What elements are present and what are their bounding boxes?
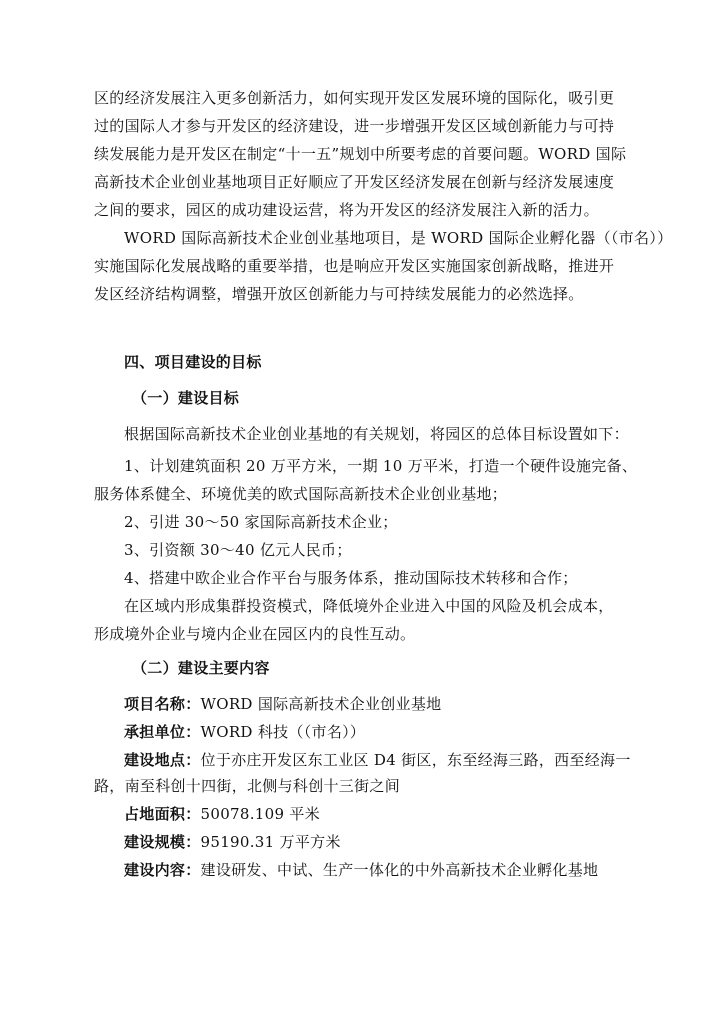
- location-label: 建设地点：: [124, 751, 201, 769]
- build-scale-row: [124, 832, 606, 852]
- undertaker-value: WORD 科技（（市名））: [200, 723, 366, 741]
- paragraph1-line-1: 区的经济发展注入更多创新活力，如何实现开发区发展环境的国际化，吸引更: [94, 89, 615, 107]
- project-name-label: 项目名称：: [124, 695, 201, 713]
- build-scale-value: 95190.31 万平方米: [200, 833, 341, 851]
- goal-item-1-line-1: 1、计划建筑面积 20 万平方米，一期 10 万平米，打造一个硬件设施完备、: [124, 457, 638, 475]
- goal-intro: 根据国际高新技术企业创业基地的有关规划，将园区的总体目标设置如下：: [124, 425, 629, 443]
- subsection1-heading: （一）建设目标: [132, 389, 240, 407]
- build-content-row: [124, 860, 606, 880]
- land-area-value: 50078.109 平米: [200, 805, 320, 823]
- paragraph1-line-4: 高新技术企业创业基地项目正好顺应了开发区经济发展在创新与经济发展速度: [94, 173, 615, 191]
- build-content-value: 建设研发、中试、生产一体化的中外高新技术企业孵化基地: [200, 861, 599, 879]
- goal-item-4: 4、搭建中欧企业合作平台与服务体系，推动国际技术转移和合作；: [124, 569, 578, 587]
- paragraph1-line-2: 过的国际人才参与开发区的经济建设，进一步增强开发区区域创新能力与可持: [94, 117, 615, 135]
- project-name-value: WORD 国际高新技术企业创业基地: [200, 695, 442, 713]
- goal-item-2: 2、引进 30～50 家国际高新技术企业；: [124, 513, 398, 531]
- goal-item-3: 3、引资额 30～40 亿元人民币；: [124, 541, 352, 559]
- paragraph1-line-3: 续发展能力是开发区在制定“十一五”规划中所要考虑的首要问题。WORD 国际: [94, 145, 627, 163]
- paragraph2-line-3: 发区经济结构调整，增强开放区创新能力与可持续发展能力的必然选择。: [94, 285, 584, 303]
- project-name-row: [124, 694, 606, 714]
- build-scale-label: 建设规模：: [124, 833, 201, 851]
- goal-closing-line-2: 形成境外企业与境内企业在园区内的良性互动。: [94, 625, 416, 643]
- build-content-label: 建设内容：: [124, 861, 201, 879]
- land-area-label: 占地面积：: [124, 805, 201, 823]
- goal-closing-line-1: 在区域内形成集群投资模式，降低境外企业进入中国的风险及机会成本，: [124, 597, 614, 615]
- undertaker-label: 承担单位：: [124, 723, 201, 741]
- location-value-line-2: 路，南至科创十四街，北侧与科创十三街之间: [94, 777, 401, 795]
- paragraph1-line-5: 之间的要求，园区的成功建设运营，将为开发区的经济发展注入新的活力。: [94, 201, 599, 219]
- location-value-line-1: 位于亦庄开发区东工业区 D4 街区，东至经海三路，西至经海一: [200, 751, 631, 769]
- paragraph2-line-2: 实施国际化发展战略的重要举措，也是响应开发区实施国家创新战略，推进开: [94, 257, 615, 275]
- goal-item-1-line-2: 服务体系健全、环境优美的欧式国际高新技术企业创业基地；: [94, 485, 508, 503]
- section-heading: 四、项目建设的目标: [124, 353, 262, 371]
- land-area-row: [124, 804, 606, 824]
- subsection2-heading: （二）建设主要内容: [132, 659, 270, 677]
- location-row: [124, 750, 631, 770]
- undertaker-row: [124, 722, 606, 742]
- paragraph2-line-1: WORD 国际高新技术企业创业基地项目，是 WORD 国际企业孵化器（（市名））: [124, 229, 673, 247]
